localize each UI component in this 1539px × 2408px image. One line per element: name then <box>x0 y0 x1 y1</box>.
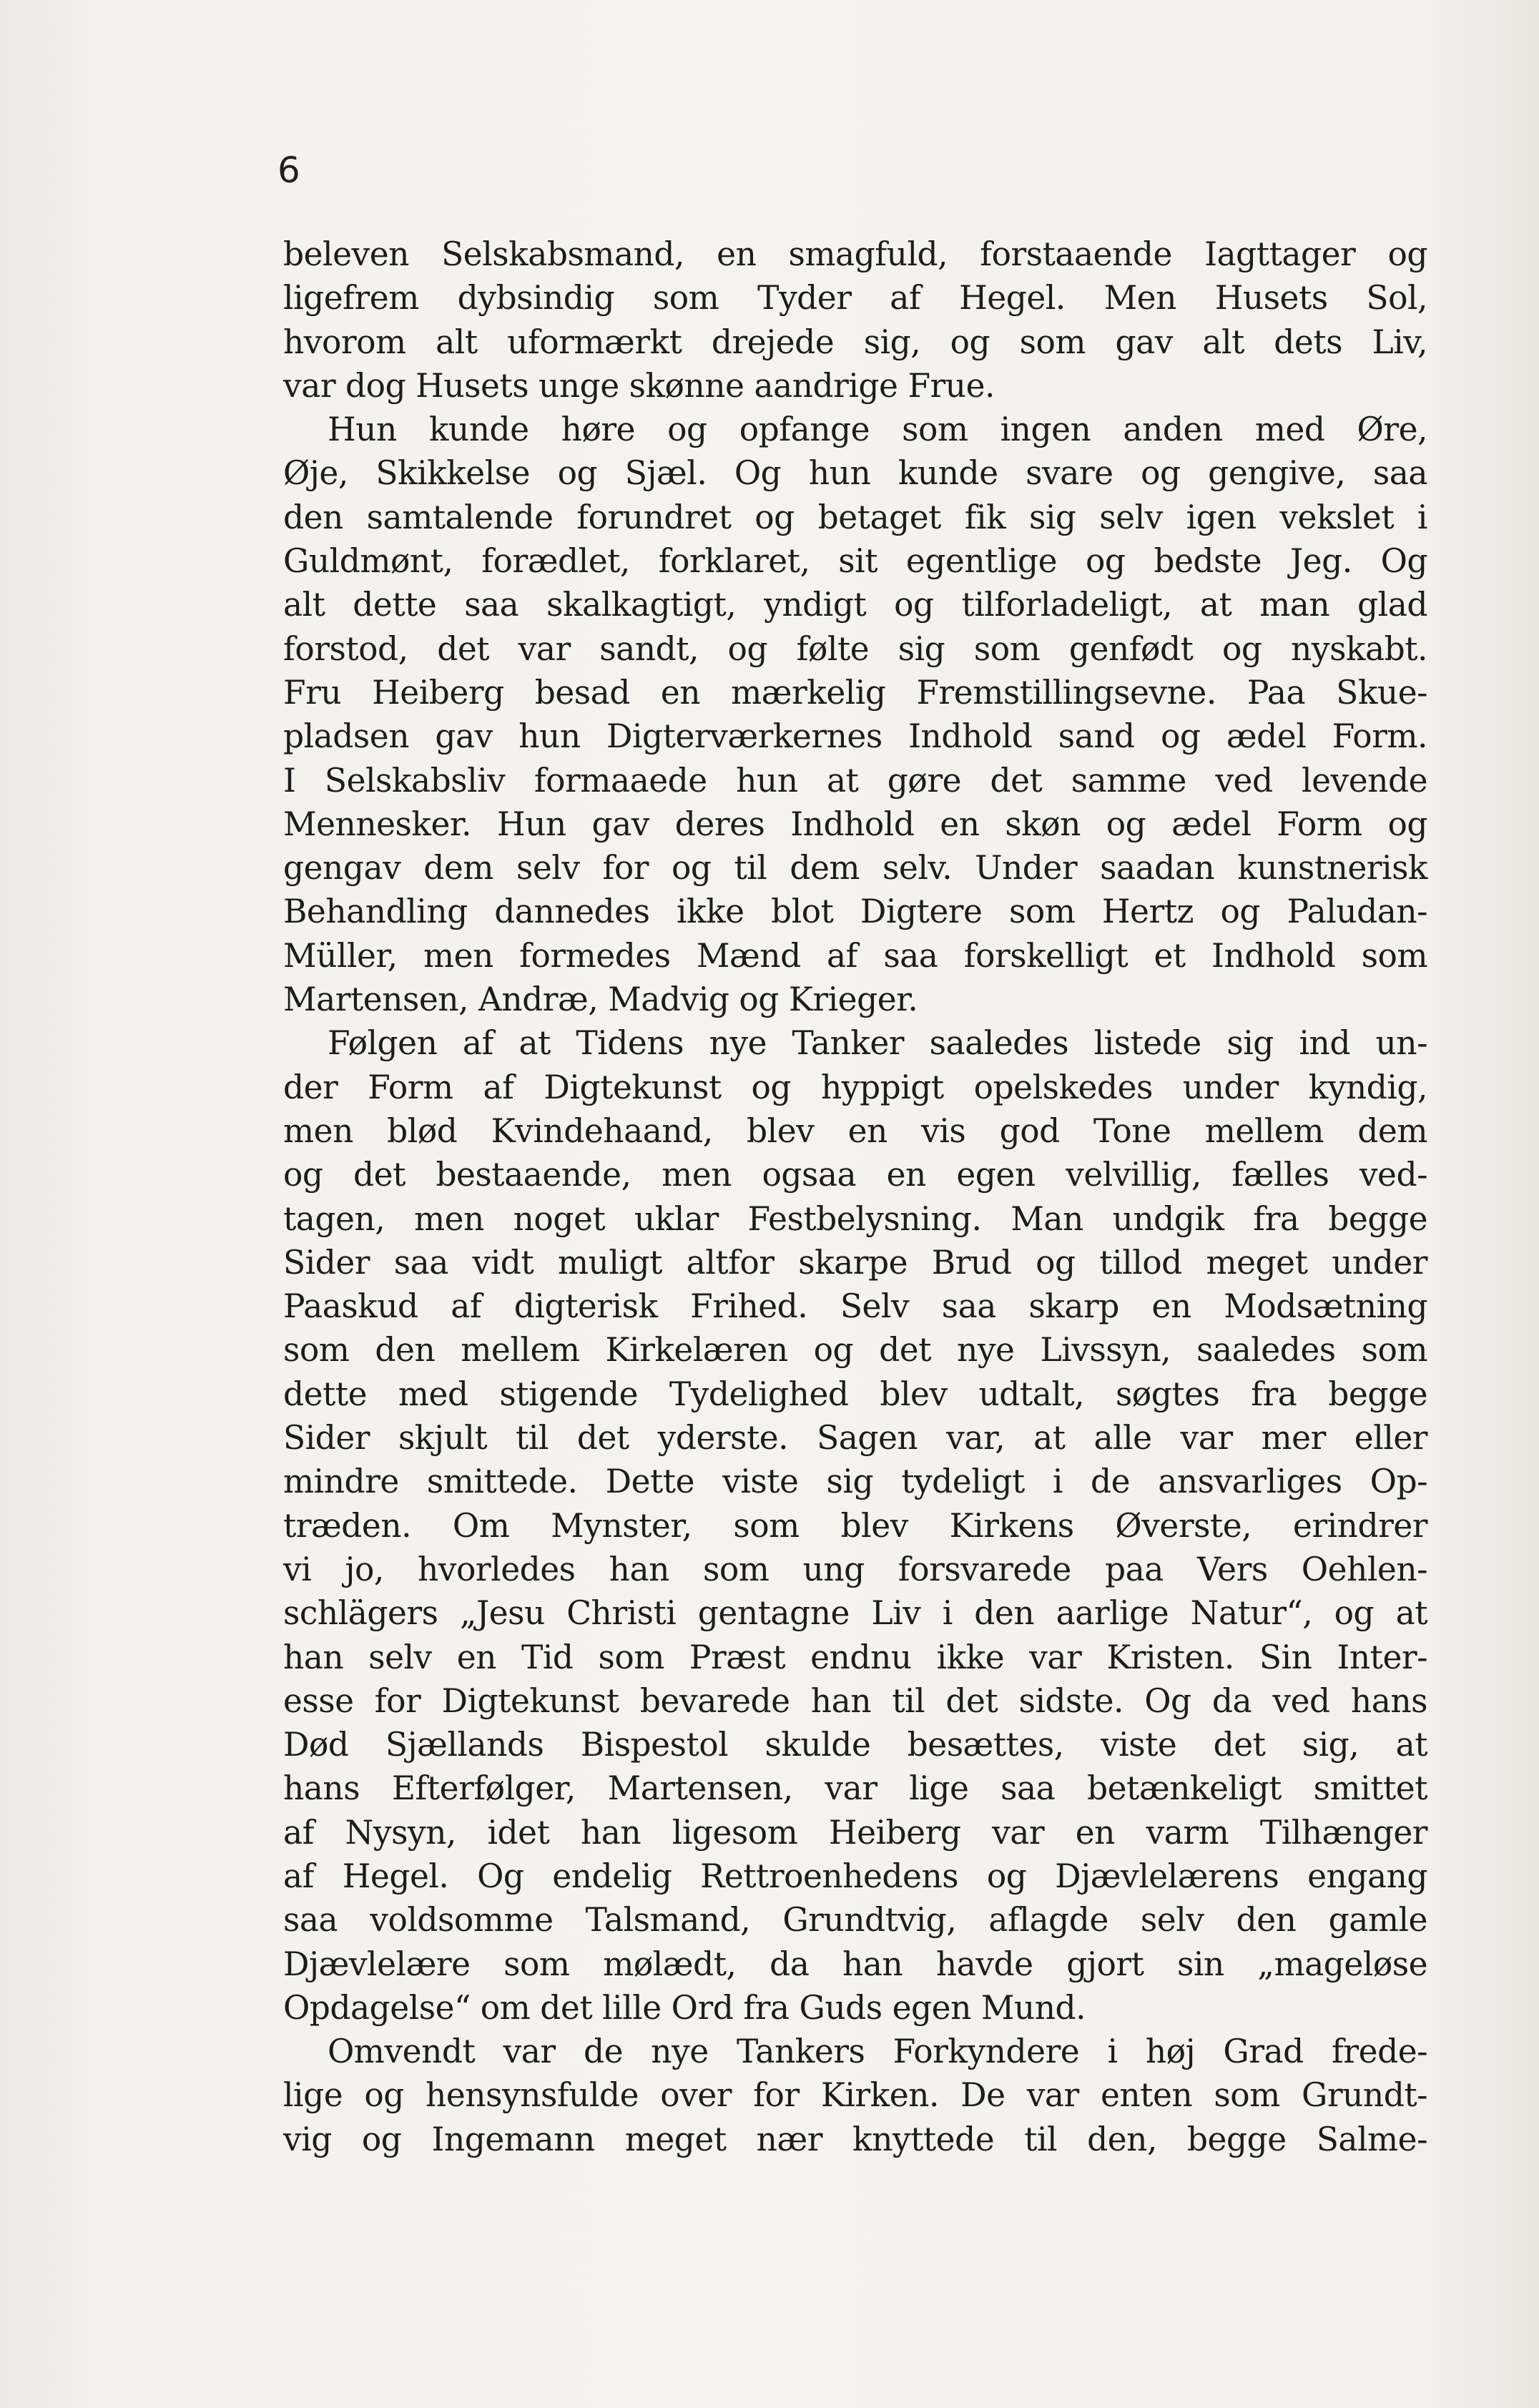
text-line: alt dette saa skalkagtigt, yndigt og tilforladeligt, at man glad <box>283 586 1427 624</box>
body-text <box>283 232 1427 2161</box>
text-line: hvorom alt uformærkt drejede sig, og som gav alt dets Liv, <box>283 323 1427 361</box>
page-number: 6 <box>277 149 300 191</box>
text-line: Fru Heiberg besad en mærkelig Fremstillingsevne. Paa Skue- <box>283 673 1427 712</box>
text-line: Hun kunde høre og opfange som ingen anden med Øre, <box>328 411 1427 449</box>
text-line: Müller, men formedes Mænd af saa forskelligt et Indhold som <box>283 936 1427 975</box>
text-line: han selv en Tid som Præst endnu ikke var Kristen. Sin Inter- <box>283 1638 1427 1676</box>
text-line: gengav dem selv for og til dem selv. Under saadan kunstnerisk <box>283 849 1427 888</box>
text-line: den samtalende forundret og betaget fik sig selv igen vekslet i <box>283 498 1427 536</box>
text-line: beleven Selskabsmand, en smagfuld, forstaaende Iagttager og <box>283 235 1427 273</box>
text-line: tagen, men noget uklar Festbelysning. Man undgik fra begge <box>283 1199 1427 1238</box>
text-line: Mennesker. Hun gav deres Indhold en skøn og ædel Form og <box>283 805 1427 843</box>
text-line: vi jo, hvorledes han som ung forsvarede paa Vers Oehlen- <box>283 1550 1427 1588</box>
text-line: Sider skjult til det yderste. Sagen var, at alle var mer eller <box>283 1419 1427 1458</box>
text-line: schlägers „Jesu Christi gentagne Liv i den aarlige Natur“, og at <box>283 1594 1427 1633</box>
text-line: vig og Ingemann meget nær knyttede til den, begge Salme- <box>283 2120 1427 2158</box>
text-line: Behandling dannedes ikke blot Digtere som Hertz og Paludan- <box>283 893 1427 931</box>
text-line: forstod, det var sandt, og følte sig som genfødt og nyskabt. <box>283 629 1427 668</box>
text-line: træden. Om Mynster, som blev Kirkens Øverste, erindrer <box>283 1506 1427 1545</box>
text-line: lige og hensynsfulde over for Kirken. De var enten som Grundt- <box>283 2076 1427 2115</box>
text-line: der Form af Digtekunst og hyppigt opelskedes under kyndig, <box>283 1068 1427 1106</box>
text-line: esse for Digtekunst bevarede han til det sidste. Og da ved hans <box>283 1681 1427 1720</box>
text-line: mindre smittede. Dette viste sig tydeligt i de ansvarliges Op- <box>283 1463 1427 1501</box>
text-line: saa voldsomme Talsmand, Grundtvig, aflagde selv den gamle <box>283 1901 1427 1940</box>
text-line: Følgen af at Tidens nye Tanker saaledes listede sig ind un- <box>328 1024 1427 1063</box>
text-line: Guldmønt, forædlet, forklaret, sit egentlige og bedste Jeg. Og <box>283 542 1427 581</box>
text-line: Paaskud af digterisk Frihed. Selv saa skarp en Modsætning <box>283 1287 1427 1326</box>
text-line: hans Efterfølger, Martensen, var lige saa betænkeligt smittet <box>283 1769 1427 1808</box>
text-line: Djævlelære som mølædt, da han havde gjort sin „mageløse <box>283 1945 1427 1983</box>
text-line: Omvendt var de nye Tankers Forkyndere i høj Grad frede- <box>328 2033 1427 2071</box>
text-line: Død Sjællands Bispestol skulde besættes, viste det sig, at <box>283 1726 1427 1764</box>
text-line: Øje, Skikkelse og Sjæl. Og hun kunde svare og gengive, saa <box>283 454 1427 493</box>
text-line: Sider saa vidt muligt altfor skarpe Brud og tillod meget under <box>283 1243 1427 1282</box>
text-line: dette med stigende Tydelighed blev udtalt, søgtes fra begge <box>283 1375 1427 1413</box>
text-line: Martensen, Andræ, Madvig og Krieger. <box>283 981 918 1019</box>
text-line: I Selskabsliv formaaede hun at gøre det samme ved levende <box>283 761 1427 800</box>
text-line: ligefrem dybsindig som Tyder af Hegel. Men Husets Sol, <box>283 279 1427 318</box>
text-line: Opdagelse“ om det lille Ord fra Guds egen Mund. <box>283 1988 1086 2027</box>
text-line: pladsen gav hun Digterværkernes Indhold sand og ædel Form. <box>283 717 1427 756</box>
text-line: af Hegel. Og endelig Rettroenhedens og Djævlelærens engang <box>283 1857 1427 1895</box>
text-line: af Nysyn, idet han ligesom Heiberg var en varm Tilhænger <box>283 1813 1427 1852</box>
text-line: og det bestaaende, men ogsaa en egen velvillig, fælles ved- <box>283 1156 1427 1194</box>
text-line: var dog Husets unge skønne aandrige Frue. <box>283 366 995 405</box>
text-line: men blød Kvindehaand, blev en vis god Tone mellem dem <box>283 1111 1427 1150</box>
text-line: som den mellem Kirkelæren og det nye Livssyn, saaledes som <box>283 1331 1427 1370</box>
